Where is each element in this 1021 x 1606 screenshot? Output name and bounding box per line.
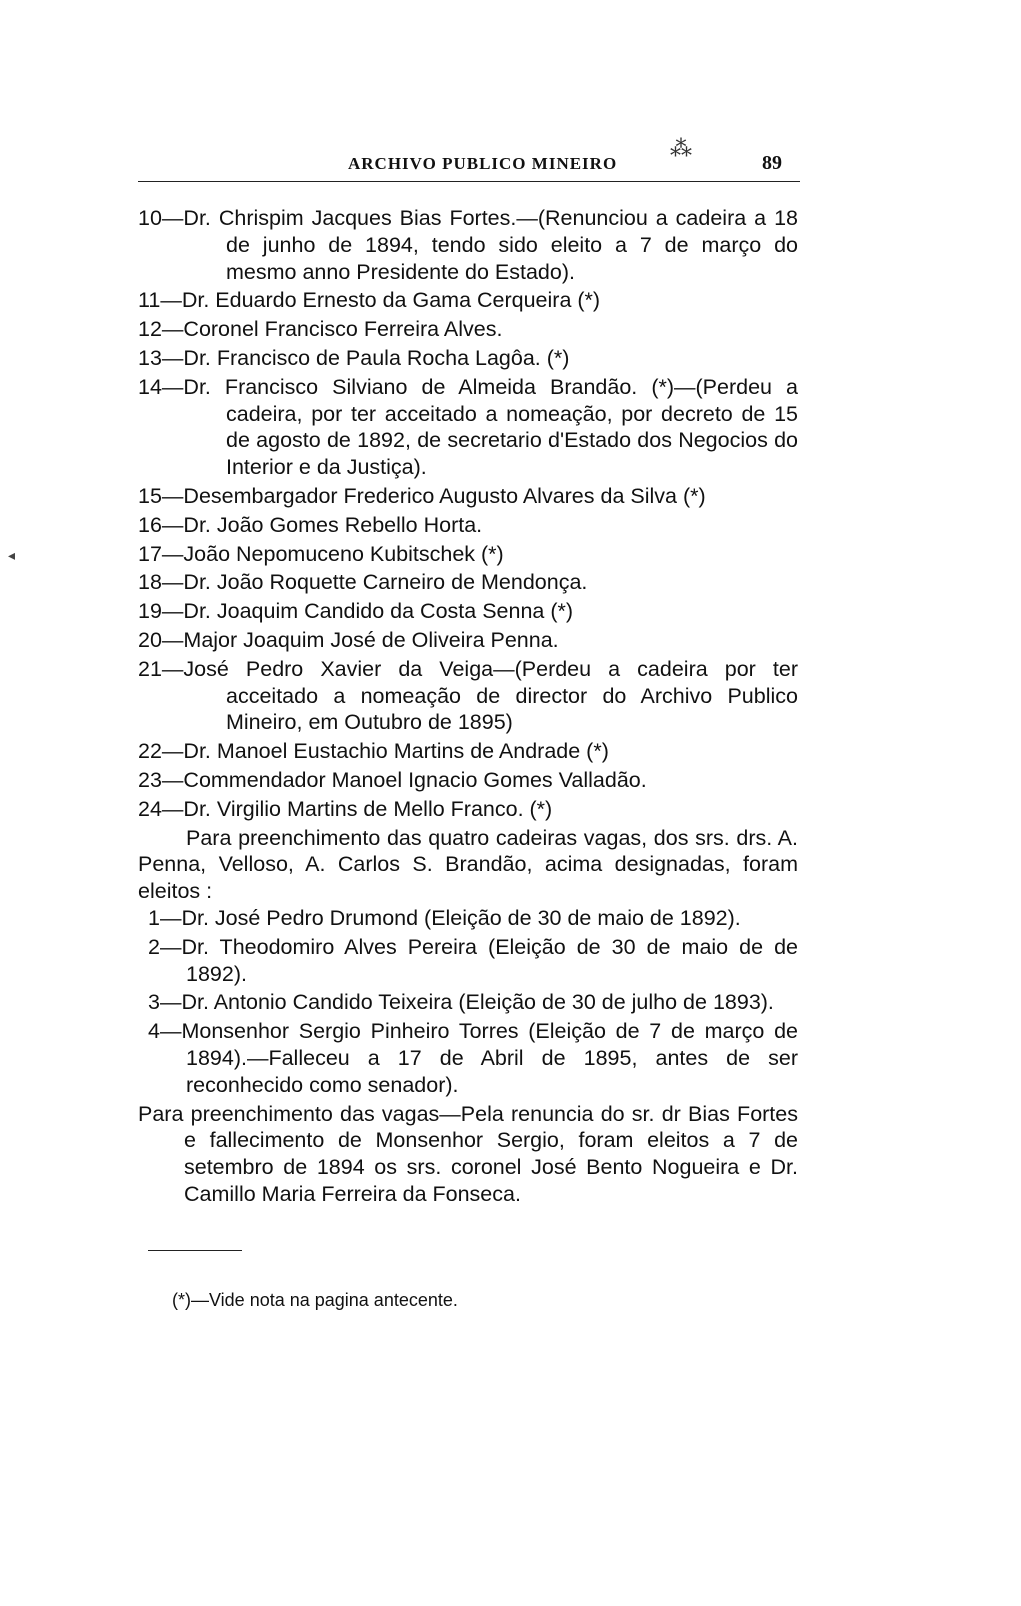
list-item: 14—Dr. Francisco Silviano de Almeida Brandão. (*)—(Perdeu a cadeira, por ter acceitado a nomeação, por decreto de 15 de agosto de 1892, de secretario d'Estado dos Negocios do Interior e da Justiça). <box>138 374 798 480</box>
list-item: 12—Coronel Francisco Ferreira Alves. <box>138 317 503 342</box>
margin-mark-icon: ◂ <box>8 549 16 564</box>
sub-list-item: 4—Monsenhor Sergio Pinheiro Torres (Eleição de 7 de março de 1894).—Falleceu a 17 de Abril de 1895, antes de ser reconhecido como senador). <box>148 1019 798 1097</box>
sub-list-item: 3—Dr. Antonio Candido Teixeira (Eleição de 30 de julho de 1893). <box>148 990 774 1015</box>
page-header <box>0 136 1021 186</box>
list-item: 19—Dr. Joaquim Candido da Costa Senna (*) <box>138 599 574 624</box>
list-item: 21—José Pedro Xavier da Veiga—(Perdeu a cadeira por ter acceitado a nomeação de director do Archivo Publico Mineiro, em Outubro de 1895) <box>138 656 798 735</box>
document-body <box>138 205 798 1208</box>
list-item: 22—Dr. Manoel Eustachio Martins de Andrade (*) <box>138 739 609 764</box>
closing-paragraph: Para preenchimento das vagas—Pela renuncia do sr. dr Bias Fortes e fallecimento de Monsenhor Sergio, foram eleitos a 7 de setembro de 1894 os srs. coronel José Bento Nogueira e Dr. Camillo Maria Ferreira da Fonseca. <box>138 1101 798 1206</box>
running-title: ARCHIVO PUBLICO MINEIRO <box>348 154 618 173</box>
list-item: 18—Dr. João Roquette Carneiro de Mendonça. <box>138 570 588 595</box>
intro-paragraph: Para preenchimento das quatro cadeiras vagas, dos srs. drs. A. Penna, Velloso, A. Carlos S. Brandão, acima designadas, foram eleitos : <box>138 825 798 904</box>
footnote: (*)—Vide nota na pagina antecente. <box>172 1290 458 1310</box>
list-item: 23—Commendador Manoel Ignacio Gomes Valladão. <box>138 767 647 792</box>
list-item: 11—Dr. Eduardo Ernesto da Gama Cerqueira (*) <box>138 288 601 313</box>
list-item: 10—Dr. Chrispim Jacques Bias Fortes.—(Renunciou a cadeira a 18 de junho de 1894, tendo sido eleito a 7 de março do mesmo anno Presidente do Estado). <box>138 206 798 284</box>
list-item: 20—Major Joaquim José de Oliveira Penna. <box>138 627 559 652</box>
page-number: 89 <box>762 152 782 174</box>
printer-ornament-icon: ⁂ <box>670 136 692 161</box>
list-item: 13—Dr. Francisco de Paula Rocha Lagôa. (*) <box>138 345 570 370</box>
header-rule <box>138 181 800 182</box>
sub-list-item: 1—Dr. José Pedro Drumond (Eleição de 30 de maio de 1892). <box>148 905 741 930</box>
sub-list-item: 2—Dr. Theodomiro Alves Pereira (Eleição de 30 de maio de de 1892). <box>148 934 798 986</box>
list-item: 16—Dr. João Gomes Rebello Horta. <box>138 512 483 537</box>
list-item: 24—Dr. Virgilio Martins de Mello Franco. (*) <box>138 796 553 821</box>
list-item: 15—Desembargador Frederico Augusto Alvares da Silva (*) <box>138 483 706 508</box>
footnote-rule <box>148 1250 242 1251</box>
list-item: 17—João Nepomuceno Kubitschek (*) <box>138 541 504 566</box>
